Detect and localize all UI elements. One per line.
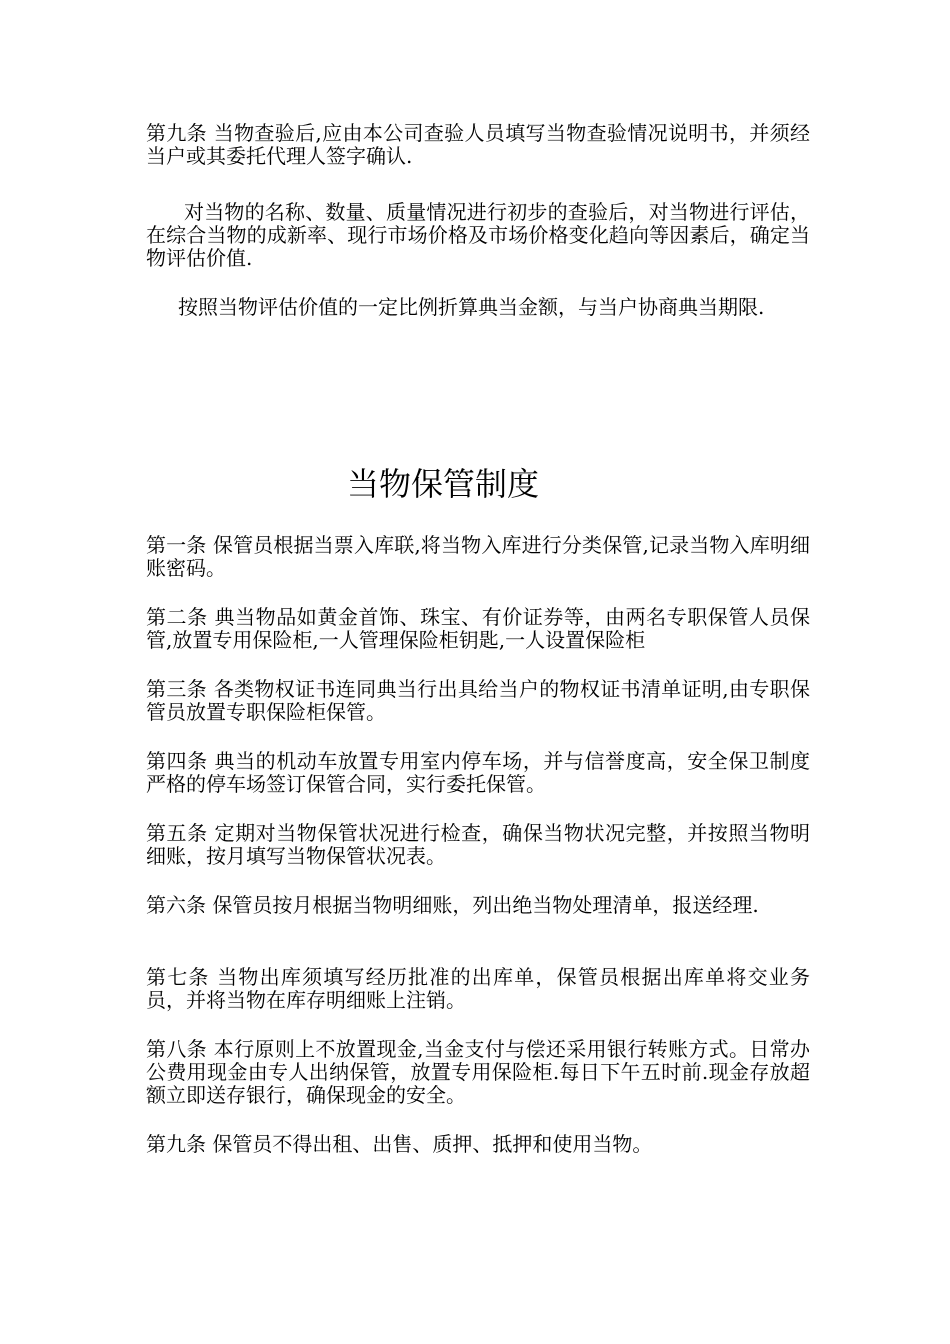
custody-article-9: 第九条 保管员不得出租、出售、质押、抵押和使用当物。: [146, 1132, 653, 1156]
custody-article-2: 第二条 典当物品如黄金首饰、珠宝、有价证券等，由两名专职保管人员保管,放置专用保险柜,一人管理保险柜钥匙,一人设置保险柜: [146, 605, 810, 652]
custody-article-4: 第四条 典当的机动车放置专用室内停车场，并与信誉度高，安全保卫制度严格的停车场签订保管合同，实行委托保管。: [146, 749, 810, 796]
custody-article-6: 第六条 保管员按月根据当物明细账，列出绝当物处理清单，报送经理.: [146, 893, 759, 917]
custody-article-8: 第八条 本行原则上不放置现金,当金支付与偿还采用银行转账方式。日常办公费用现金由专人出纳保管，放置专用保险柜.每日下午五时前.现金存放超额立即送存银行，确保现金的安全。: [146, 1037, 810, 1107]
section-title: 当物保管制度: [346, 465, 539, 503]
custody-article-7: 第七条 当物出库须填写经历批准的出库单，保管员根据出库单将交业务员，并将当物在库存明细账上注销。: [146, 965, 810, 1012]
custody-article-3: 第三条 各类物权证书连同典当行出具给当户的物权证书清单证明,由专职保管员放置专职保险柜保管。: [146, 677, 810, 724]
custody-article-1: 第一条 保管员根据当票入库联,将当物入库进行分类保管,记录当物入库明细账密码。: [146, 533, 810, 580]
custody-article-5: 第五条 定期对当物保管状况进行检查，确保当物状况完整，并按照当物明细账，按月填写当物保管状况表。: [146, 821, 810, 868]
article-9-inspection: 第九条 当物查验后,应由本公司查验人员填写当物查验情况说明书，并须经当户或其委托代理人签字确认.: [146, 121, 810, 168]
paragraph-evaluation: 对当物的名称、数量、质量情况进行初步的查验后，对当物进行评估，在综合当物的成新率、现行市场价格及市场价格变化趋向等因素后，确定当物评估价值.: [146, 200, 810, 270]
paragraph-pawn-amount: 按照当物评估价值的一定比例折算典当金额，与当户协商典当期限.: [178, 295, 765, 319]
